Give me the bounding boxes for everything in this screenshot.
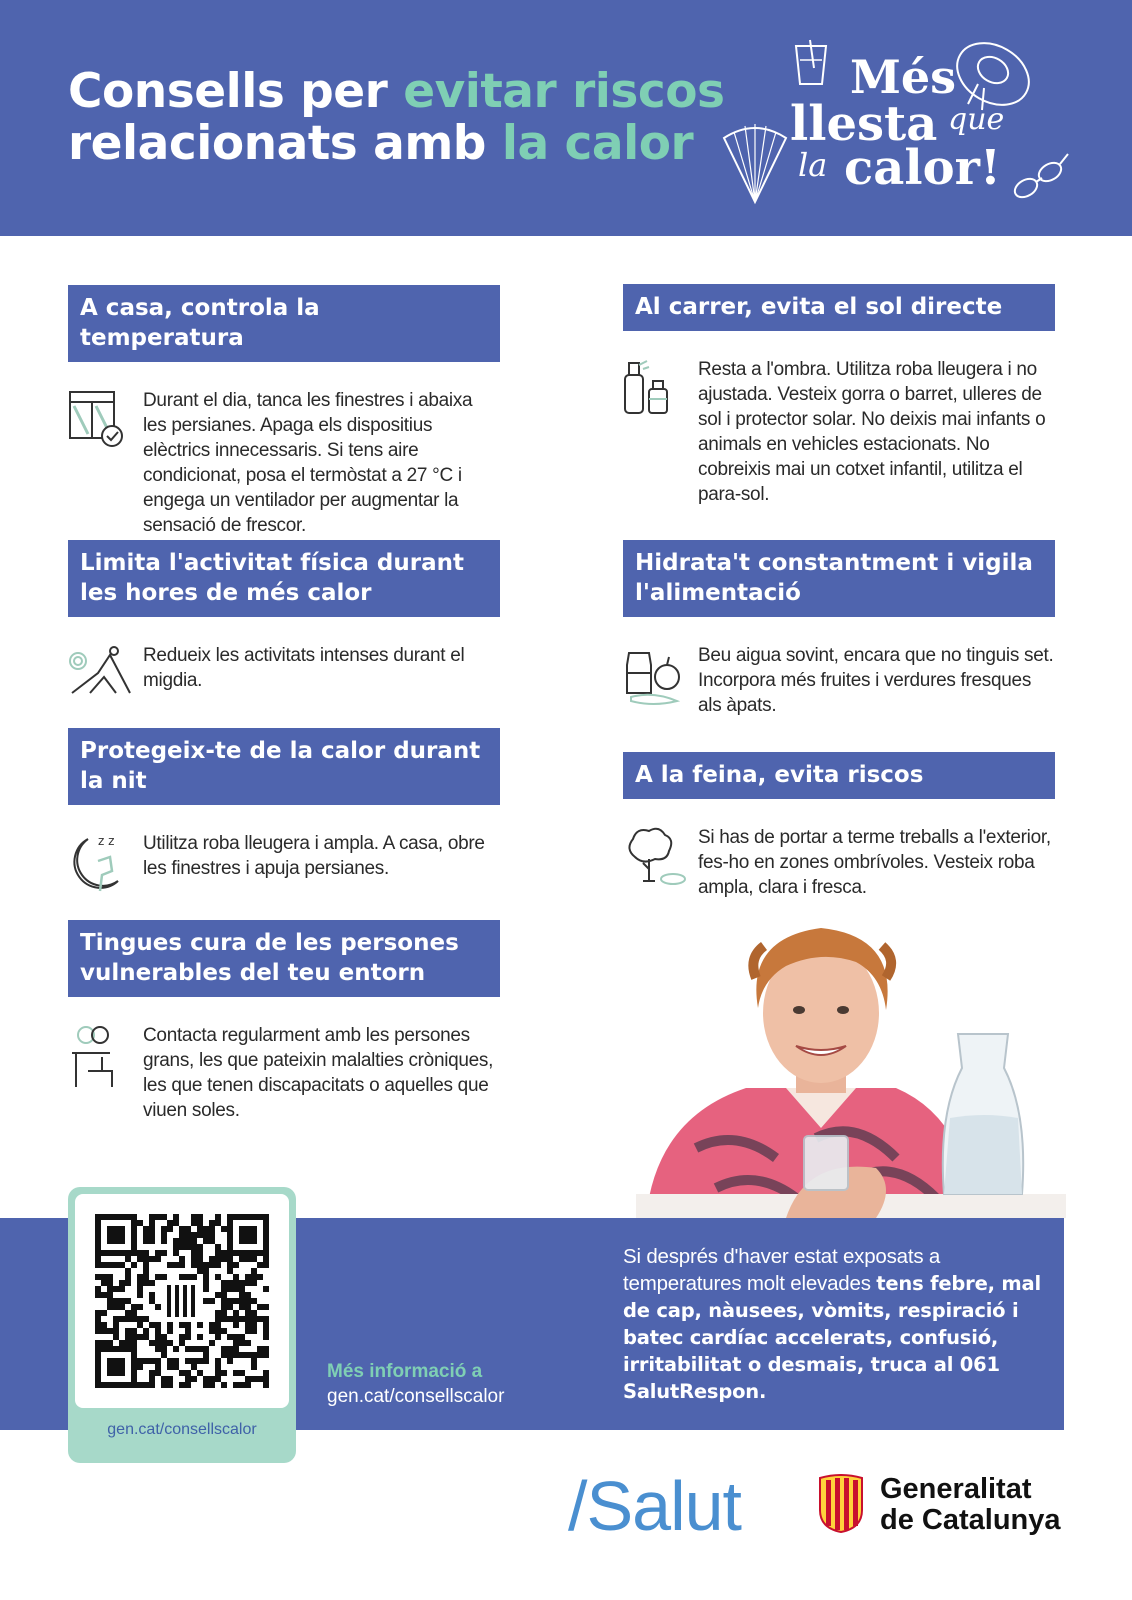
warning-symptoms: tens febre, mal de cap, nàusees, vòmits, respiració i batec cardíac accelerats, confusió, irritabilitat o desmais, truca al 061 SalutRespon. — [623, 1272, 1041, 1403]
warning-text: Si després d'haver estat exposats a temperatures molt elevades — [623, 1245, 941, 1295]
window-blinds-icon — [68, 388, 134, 454]
slogan-word: llesta — [790, 96, 938, 152]
tree-shade-icon — [623, 825, 689, 891]
section-heading: A la feina, evita riscos — [623, 752, 1055, 799]
more-info-label: Més informació a — [327, 1361, 483, 1382]
slogan-word: Més — [850, 50, 957, 104]
section-heading: A casa, controla la temperatura — [68, 285, 500, 362]
section-casa — [68, 285, 500, 538]
gencat-line: Generalitat — [880, 1473, 1032, 1505]
section-nit — [68, 728, 500, 881]
section-text: Resta a l'ombra. Utilitza roba lleugera i no ajustada. Vesteix gorra o barret, ulleres de sol i protector solar. No deixis mai infants o animals en vehicles estacionats. No cobreixis mai un cotxet infantil, utilitza el para-sol. — [698, 359, 1046, 505]
section-heading: Limita l'activitat física durant les hores de més calor — [68, 540, 500, 617]
people-care-icon — [68, 1023, 134, 1089]
qr-card — [68, 1187, 296, 1463]
page-title — [68, 66, 724, 170]
slogan-word: calor! — [844, 140, 1001, 196]
gencat-shield-icon — [816, 1474, 866, 1534]
section-text: Redueix les activitats intenses durant el migdia. — [143, 645, 465, 691]
section-text: Beu aigua sovint, encara que no tinguis set. Incorpora més fruites i verdures fresques als àpats. — [698, 645, 1054, 716]
title-part: Consells per — [68, 64, 404, 119]
section-carrer — [623, 284, 1055, 507]
woman-with-water-photo — [636, 918, 1066, 1218]
qr-finder-pattern — [230, 1217, 266, 1253]
section-vulnerables — [68, 920, 500, 1123]
qr-finder-pattern — [98, 1349, 134, 1385]
section-heading: Protegeix-te de la calor durant la nit — [68, 728, 500, 805]
moon-sleep-icon — [68, 831, 134, 897]
title-highlight: la calor — [501, 116, 694, 171]
qr-center-logo — [161, 1280, 203, 1322]
symptoms-warning — [623, 1243, 1043, 1405]
salut-logo: /Salut — [568, 1467, 741, 1545]
slogan-word: la — [798, 146, 828, 184]
section-heading: Al carrer, evita el sol directe — [623, 284, 1055, 331]
sunglasses-icon — [1010, 148, 1070, 208]
more-info-link[interactable]: gen.cat/consellscalor — [327, 1386, 505, 1407]
more-info — [327, 1359, 504, 1409]
svg-text:z z: z z — [98, 834, 115, 848]
qr-code[interactable] — [75, 1194, 289, 1408]
title-part: relacionats amb — [68, 116, 502, 171]
gencat-logo-text — [880, 1474, 1061, 1536]
section-feina — [623, 752, 1055, 900]
header-banner — [0, 0, 1132, 236]
section-activitat — [68, 540, 500, 693]
slogan-word: que — [948, 102, 1005, 137]
section-text: Utilitza roba lleugera i ampla. A casa, obre les finestres i apuja persianes. — [143, 833, 485, 879]
title-highlight: evitar riscos — [403, 64, 725, 119]
section-text: Durant el dia, tanca les finestres i abaixa les persianes. Apaga els dispositius elèctrics innecessaris. Si tens aire condicionat, posa el termòstat a 27 °C i engega un ventilador per augmentar la sensació de frescor. — [143, 390, 473, 536]
fan-icon — [720, 118, 790, 208]
gencat-line: de Catalunya — [880, 1504, 1061, 1536]
exercise-person-icon — [68, 643, 134, 709]
section-heading: Tingues cura de les persones vulnerables del teu entorn — [68, 920, 500, 997]
section-text: Contacta regularment amb les persones grans, les que pateixin malalties cròniques, les que tenen discapacitats o aquelles que viuen soles. — [143, 1025, 494, 1121]
qr-finder-pattern — [98, 1217, 134, 1253]
sunscreen-bottles-icon — [623, 357, 689, 423]
campaign-slogan — [720, 30, 1080, 220]
qr-caption[interactable]: gen.cat/consellscalor — [107, 1421, 257, 1438]
section-heading: Hidrata't constantment i vigila l'alimentació — [623, 540, 1055, 617]
water-fruit-icon — [623, 643, 689, 709]
section-text: Si has de portar a terme treballs a l'exterior, fes-ho en zones ombrívoles. Vesteix roba ampla, clara i fresca. — [698, 827, 1051, 898]
glass-icon — [792, 38, 830, 88]
section-hidrata — [623, 540, 1055, 718]
qr-code-image — [75, 1194, 289, 1408]
